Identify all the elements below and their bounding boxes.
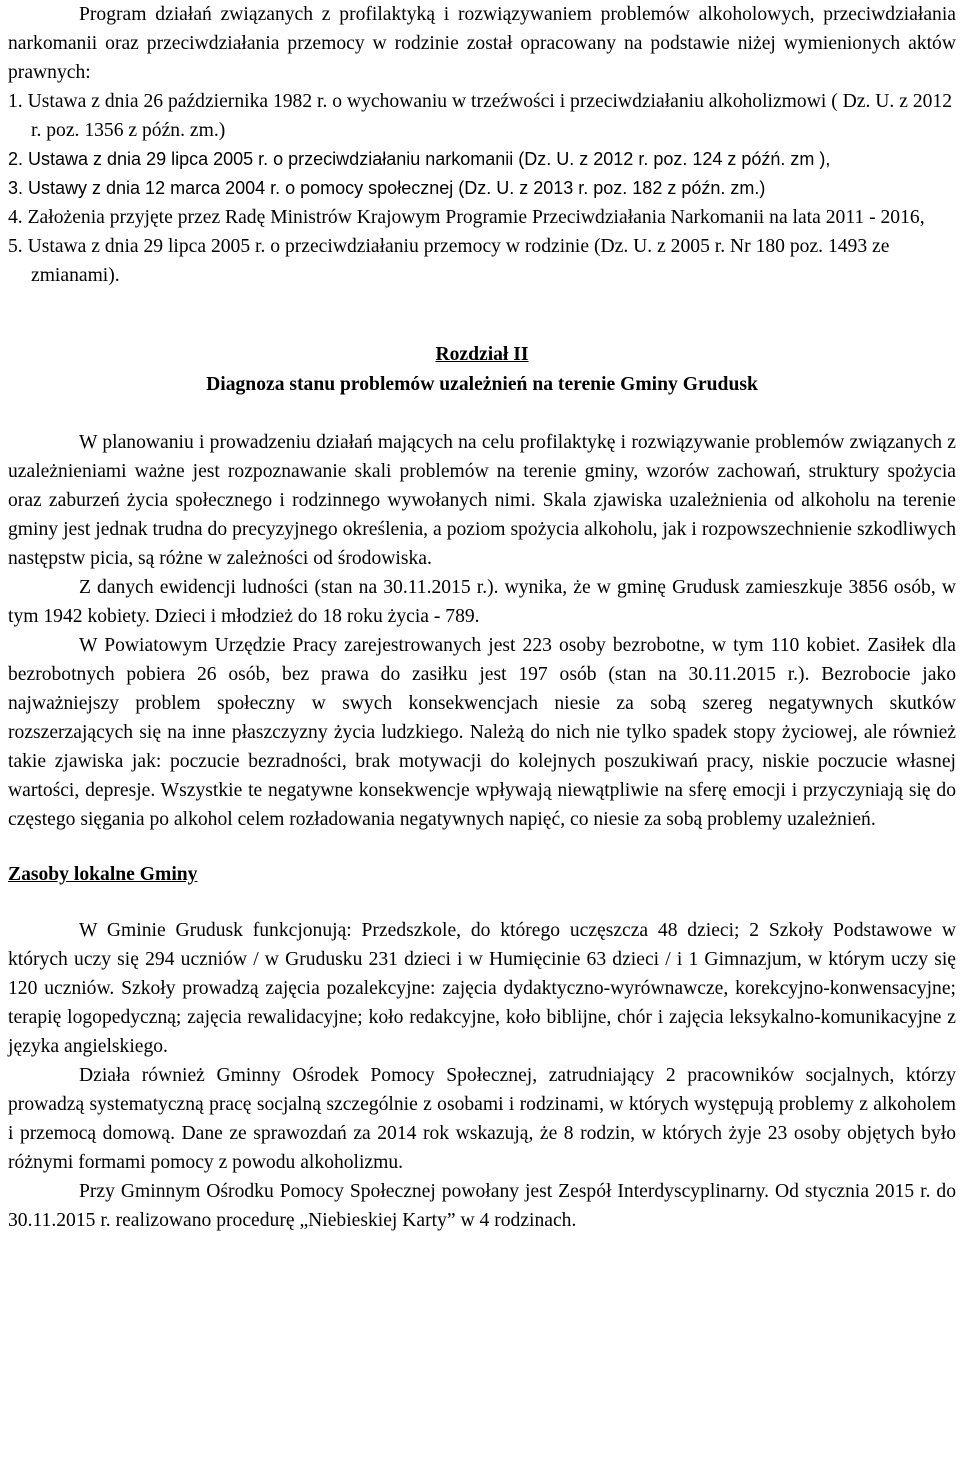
legal-act-item: 5. Ustawa z dnia 29 lipca 2005 r. o przeciwdziałaniu przemocy w rodzinie (Dz. U. z 2005 r. Nr 180 poz. 1493 ze zmianami). <box>8 236 890 286</box>
intro-paragraph: Program działań związanych z profilaktyką i rozwiązywaniem problemów alkoholowych, przeciwdziałania narkomanii oraz przeciwdziałania przemocy w rodzinie został opracowany na podstawie niżej wymienionych aktów prawnych: <box>8 4 956 83</box>
legal-act-item: 4. Założenia przyjęte przez Radę Ministrów Krajowym Programie Przeciwdziałania Narkomanii na lata 2011 - 2016, <box>8 207 925 228</box>
legal-act-item: 2. Ustawa z dnia 29 lipca 2005 r. o przeciwdziałaniu narkomanii (Dz. U. z 2012 r. poz. 124 z późń. zm ), <box>8 149 831 169</box>
legal-act-item: 1. Ustawa z dnia 26 października 1982 r. o wychowaniu w trzeźwości i przeciwdziałaniu alkoholizmowi ( Dz. U. z 2012 r. poz. 1356 z późn. zm.) <box>8 91 953 141</box>
diagnosis-paragraph: W planowaniu i prowadzeniu działań mających na celu profilaktykę i rozwiązywanie problemów związanych z uzależnieniami ważne jest rozpoznawanie skali problemów na terenie gminy, wzorów zachowań, struktury spożycia oraz zaburzeń życia społecznego i rodzinnego wywołanych nimi. Skala zjawiska uzależnienia od alkoholu na terenie gminy jest jednak trudna do precyzyjnego określenia, a poziom spożycia alkoholu, jak i rozpowszechnienie szkodliwych następstw picia, są różne w zależności od środowiska. <box>8 432 956 569</box>
resources-paragraph: Przy Gminnym Ośrodku Pomocy Społecznej powołany jest Zespół Interdyscyplinarny. Od stycznia 2015 r. do 30.11.2015 r. realizowano procedurę „Niebieskiej Karty” w 4 rodzinach. <box>8 1181 956 1231</box>
resources-paragraph: Działa również Gminny Ośrodek Pomocy Społecznej, zatrudniający 2 pracowników socjalnych, którzy prowadzą systematyczną pracę socjalną szczególnie z osobami i rodzinami, w których występują problemy z alkoholem i przemocą domową. Dane ze sprawozdań za 2014 rok wskazują, że 8 rodzin, w których żyje 23 osoby objętych było różnymi formami pomocy z powodu alkoholizmu. <box>8 1065 956 1173</box>
diagnosis-paragraph: Z danych ewidencji ludności (stan na 30.11.2015 r.). wynika, że w gminę Grudusk zamieszkuje 3856 osób, w tym 1942 kobiety. Dzieci i młodzież do 18 roku życia - 789. <box>8 577 956 627</box>
chapter-heading <box>8 340 956 400</box>
diagnosis-paragraph: W Powiatowym Urzędzie Pracy zarejestrowanych jest 223 osoby bezrobotne, w tym 110 kobiet. Zasiłek dla bezrobotnych pobiera 26 osób, bez prawa do zasiłku jest 197 osób (stan na 30.11.2015 r.). Bezrobocie jako najważniejszy problem społeczny w swych konsekwencjach niesie za sobą szereg negatywnych skutków rozszerzających się na inne płaszczyzny życia ludzkiego. Należą do nich nie tylko spadek stopy życiowej, ale również takie zjawiska jak: poczucie bezradności, brak motywacji do kolejnych poszukiwań pracy, niskie poczucie własnej wartości, depresje. Wszystkie te negatywne konsekwencje wpływają niewątpliwie na sferę emocji i przyczyniają się do częstego sięgania po alkohol celem rozładowania negatywnych napięć, co niesie za sobą problemy uzależnień. <box>8 635 956 830</box>
chapter-title: Diagnoza stanu problemów uzależnień na terenie Gminy Grudusk <box>206 374 758 395</box>
legal-act-item: 3. Ustawy z dnia 12 marca 2004 r. o pomocy społecznej (Dz. U. z 2013 r. poz. 182 z późn. zm.) <box>8 178 766 198</box>
resources-paragraph: W Gminie Grudusk funkcjonują: Przedszkole, do którego uczęszcza 48 dzieci; 2 Szkoły Podstawowe w których uczy się 294 uczniów / w Grudusku 231 dzieci i w Humięcinie 63 dzieci / i 1 Gimnazjum, w którym uczy się 120 uczniów. Szkoły prowadzą zajęcia pozalekcyjne: zajęcia dydaktyczno-wyrównawcze, korekcyjno-konwensacyjne; terapię logopedyczną; zajęcia rewalidacyjne; koło redakcyjne, koło biblijne, chór i zajęcia leksykalno-komunikacyjne z języka angielskiego. <box>8 920 956 1057</box>
resources-heading: Zasoby lokalne Gminy <box>8 864 198 885</box>
chapter-number: Rozdział II <box>435 344 529 365</box>
document-page <box>8 0 956 1235</box>
legal-acts-list <box>8 87 956 290</box>
